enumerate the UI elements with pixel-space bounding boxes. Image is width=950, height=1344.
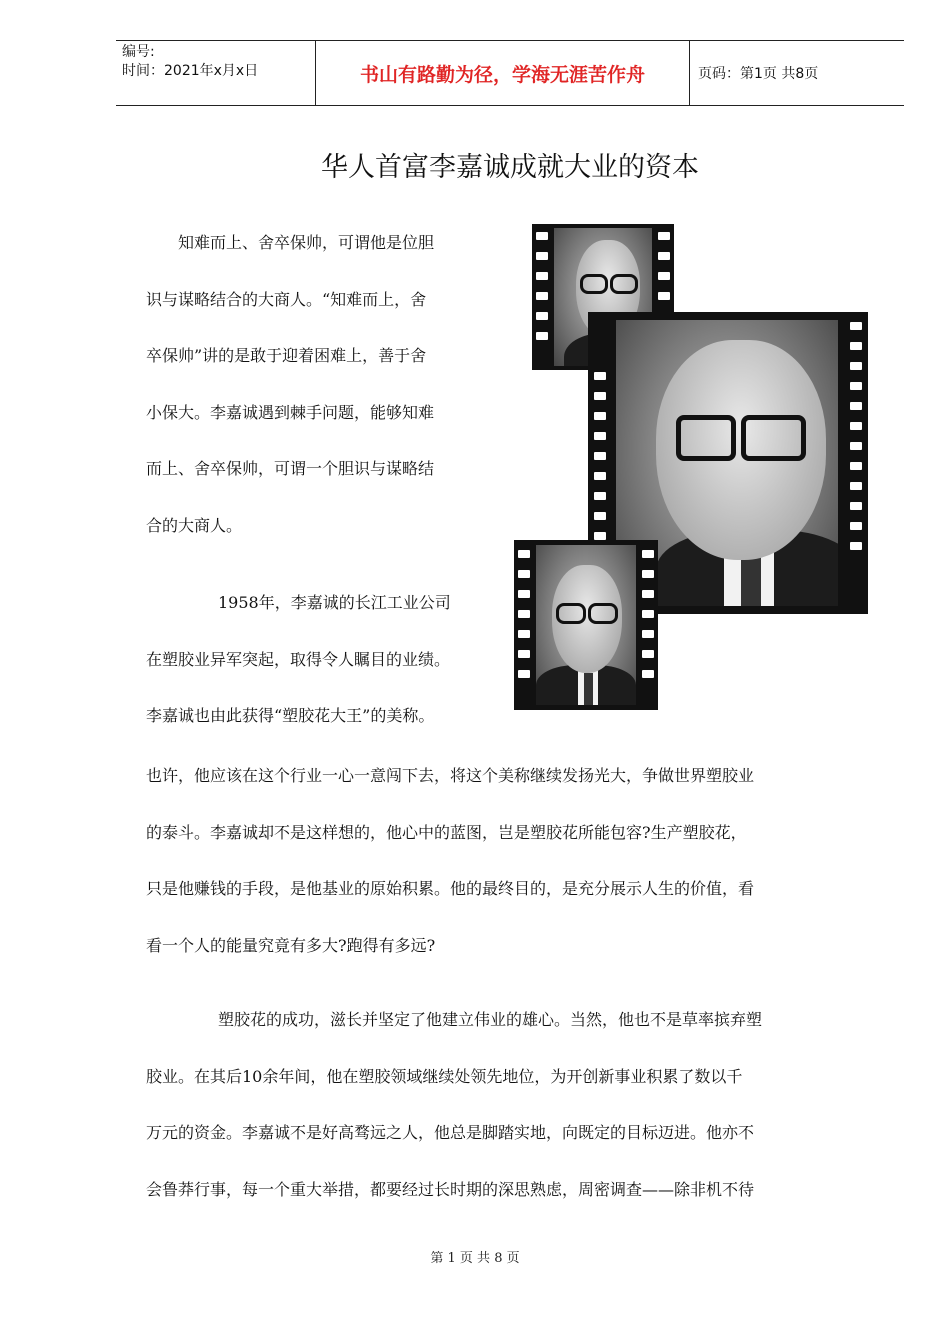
paragraph-4 — [146, 992, 876, 1218]
paragraph-3 — [146, 748, 876, 974]
page-footer: 第 1 页 共 8 页 — [430, 1251, 520, 1266]
text-line: 胶业。在其后10余年间，他在塑胶领域继续处领先地位，为开创新事业积累了数以千 — [146, 1066, 743, 1086]
film-strip-bottom — [514, 540, 658, 710]
text-line: 1958年，李嘉诚的长江工业公司 — [218, 593, 451, 612]
text-line: 也许，他应该在这个行业一心一意闯下去，将这个美称继续发扬光大，争做世界塑胶业 — [146, 766, 755, 785]
time-label: 时间：2021年x月x日 — [122, 63, 259, 79]
text-line: 的泰斗。李嘉诚却不是这样想的，他心中的蓝图，岂是塑胶花所能包容?生产塑胶花， — [146, 822, 747, 842]
text-line: 而上、舍卒保帅，可谓一个胆识与谋略结 — [146, 459, 435, 478]
portrait-photo — [536, 545, 636, 705]
text-line: 只是他赚钱的手段，是他基业的原始积累。他的最终目的，是充分展示人生的价值，看 — [146, 879, 755, 898]
header-motto: 书山有路勤为径，学海无涯苦作舟 — [316, 41, 690, 105]
text-line: 小保大。李嘉诚遇到棘手问题，能够知难 — [146, 402, 435, 422]
page-title: 华人首富李嘉诚成就大业的资本 — [321, 152, 699, 183]
text-line: 在塑胶业异军突起，取得令人瞩目的业绩。 — [146, 649, 451, 669]
header-meta — [116, 41, 316, 105]
text-line: 合的大商人。 — [146, 515, 243, 535]
text-line: 李嘉诚也由此获得“塑胶花大王”的美称。 — [146, 706, 435, 725]
paragraph-1 — [146, 215, 491, 554]
number-label: 编号: — [122, 44, 155, 60]
text-line: 会鲁莽行事，每一个重大举措，都要经过长时期的深思熟虑，周密调查——除非机不待 — [146, 1179, 755, 1199]
text-line: 塑胶花的成功，滋长并坚定了他建立伟业的雄心。当然，他也不是草率摈弃塑 — [218, 1010, 763, 1029]
text-line: 卒保帅”讲的是敢于迎着困难上，善于舍 — [146, 346, 427, 365]
text-line: 知难而上、舍卒保帅，可谓他是位胆 — [178, 233, 435, 252]
text-line: 看一个人的能量究竟有多大?跑得有多远? — [146, 935, 436, 955]
text-line: 万元的资金。李嘉诚不是好高骛远之人，他总是脚踏实地，向既定的目标迈进。他亦不 — [146, 1123, 755, 1142]
header-table — [116, 40, 904, 106]
header-page-label: 页码：第1页 共8页 — [698, 66, 819, 82]
paragraph-2 — [146, 575, 506, 745]
text-line: 识与谋略结合的大商人。“知难而上，舍 — [146, 289, 427, 309]
